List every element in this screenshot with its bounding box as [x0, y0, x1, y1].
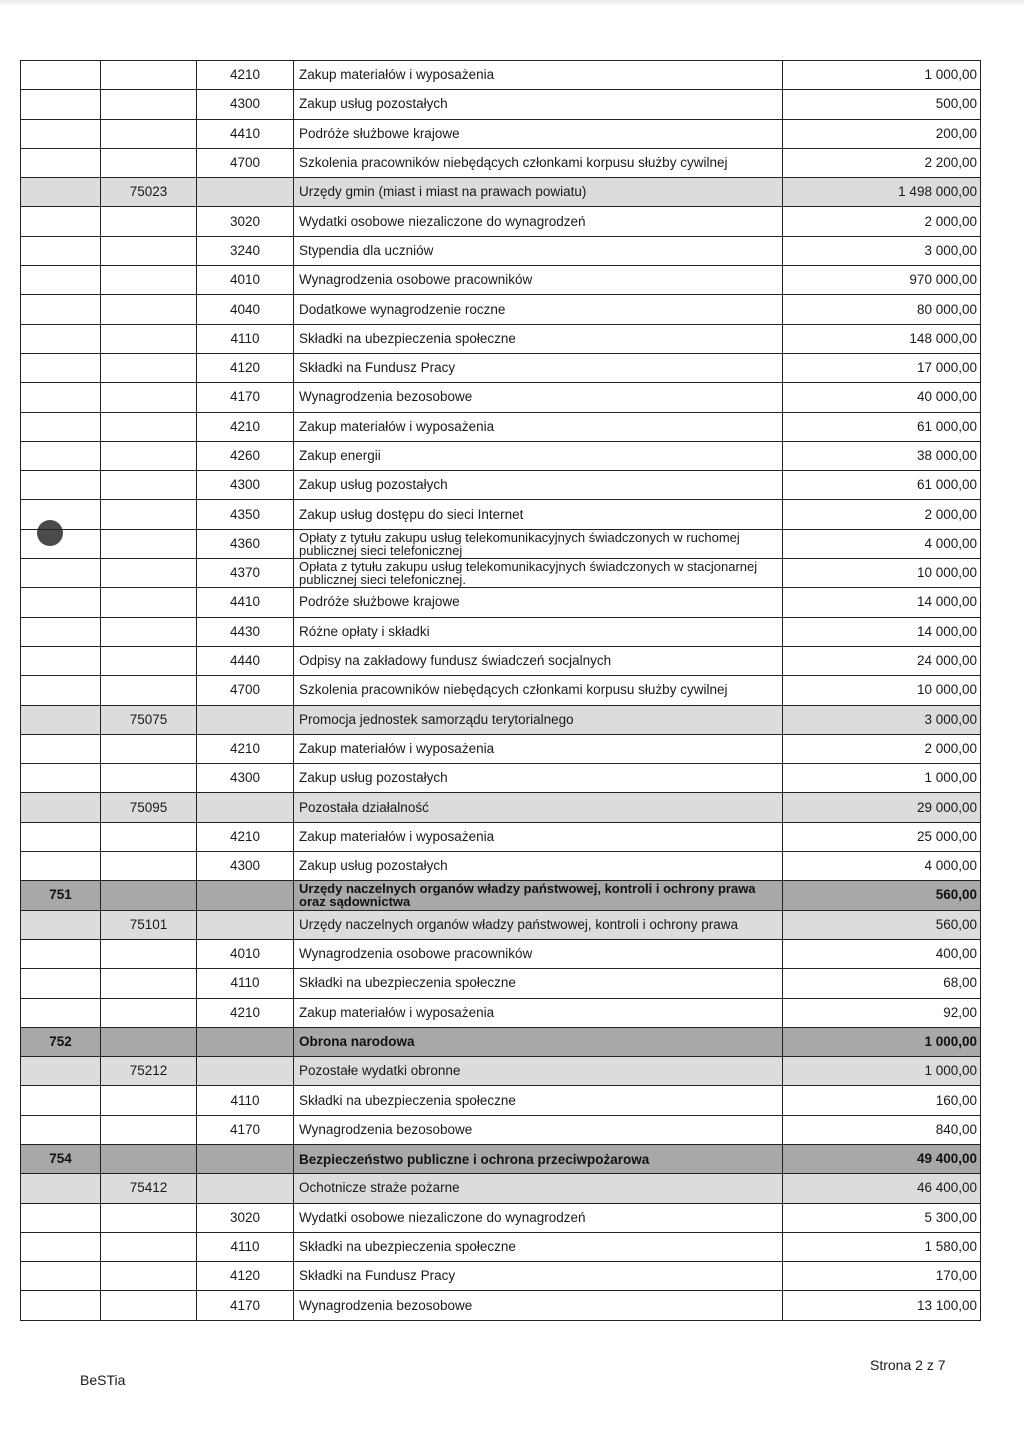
item-amount: 2 200,00	[783, 148, 981, 177]
paragraf-code: 4110	[197, 1232, 294, 1261]
dzial-code	[21, 646, 101, 675]
dzial-code	[21, 441, 101, 470]
rozdzial-code	[101, 969, 197, 998]
dzial-code	[21, 588, 101, 617]
item-amount: 160,00	[783, 1086, 981, 1115]
rozdzial-code	[101, 646, 197, 675]
paragraf-code: 4300	[197, 471, 294, 500]
dzial-code	[21, 793, 101, 822]
dzial-code	[21, 910, 101, 939]
table-row	[21, 939, 981, 968]
item-name: Opłaty z tytułu zakupu usług telekomunikacyjnych świadczonych w ruchomej publicznej sieci telefonicznej	[294, 529, 783, 558]
rozdzial-code	[101, 881, 197, 910]
item-amount: 2 000,00	[783, 500, 981, 529]
rozdzial-code	[101, 1027, 197, 1056]
paragraf-code: 4410	[197, 119, 294, 148]
item-amount: 29 000,00	[783, 793, 981, 822]
paragraf-code: 4170	[197, 1115, 294, 1144]
paragraf-code	[197, 1057, 294, 1086]
table-row	[21, 1203, 981, 1232]
item-name: Zakup usług pozostałych	[294, 90, 783, 119]
rozdzial-code	[101, 1232, 197, 1261]
item-amount: 400,00	[783, 939, 981, 968]
paragraf-code: 4120	[197, 1262, 294, 1291]
item-amount: 14 000,00	[783, 588, 981, 617]
item-name: Odpisy na zakładowy fundusz świadczeń socjalnych	[294, 646, 783, 675]
table-row	[21, 852, 981, 881]
item-amount: 560,00	[783, 881, 981, 910]
table-row	[21, 1115, 981, 1144]
item-amount: 148 000,00	[783, 324, 981, 353]
paragraf-code: 4700	[197, 148, 294, 177]
scan-edge	[0, 0, 1024, 6]
item-name: Bezpieczeństwo publiczne i ochrona przeciwpożarowa	[294, 1144, 783, 1173]
dzial-code	[21, 500, 101, 529]
rozdzial-code: 75212	[101, 1057, 197, 1086]
table-row	[21, 588, 981, 617]
dzial-code	[21, 324, 101, 353]
rozdzial-code	[101, 1144, 197, 1173]
rozdzial-code	[101, 529, 197, 558]
rozdzial-row	[21, 793, 981, 822]
item-name: Dodatkowe wynagrodzenie roczne	[294, 295, 783, 324]
item-amount: 49 400,00	[783, 1144, 981, 1173]
paragraf-code: 4440	[197, 646, 294, 675]
item-amount: 4 000,00	[783, 529, 981, 558]
rozdzial-code	[101, 90, 197, 119]
footer-brand: BeSTia	[80, 1372, 126, 1388]
dzial-code	[21, 61, 101, 90]
table-row	[21, 207, 981, 236]
item-name: Ochotnicze straże pożarne	[294, 1174, 783, 1203]
rozdzial-code	[101, 852, 197, 881]
item-name: Zakup usług pozostałych	[294, 764, 783, 793]
item-amount: 1 580,00	[783, 1232, 981, 1261]
item-name: Podróże służbowe krajowe	[294, 588, 783, 617]
rozdzial-row	[21, 705, 981, 734]
paragraf-code: 4300	[197, 852, 294, 881]
item-name: Składki na Fundusz Pracy	[294, 1262, 783, 1291]
rozdzial-code: 75075	[101, 705, 197, 734]
item-amount: 14 000,00	[783, 617, 981, 646]
rozdzial-row	[21, 1057, 981, 1086]
item-amount: 40 000,00	[783, 383, 981, 412]
paragraf-code: 4210	[197, 61, 294, 90]
rozdzial-code	[101, 998, 197, 1027]
dzial-row	[21, 1144, 981, 1173]
item-name: Zakup usług pozostałych	[294, 852, 783, 881]
item-amount: 61 000,00	[783, 471, 981, 500]
item-amount: 5 300,00	[783, 1203, 981, 1232]
paragraf-code: 4210	[197, 734, 294, 763]
dzial-code	[21, 295, 101, 324]
item-amount: 840,00	[783, 1115, 981, 1144]
item-amount: 2 000,00	[783, 734, 981, 763]
paragraf-code: 4110	[197, 324, 294, 353]
budget-table-body	[21, 61, 981, 1321]
item-amount: 1 498 000,00	[783, 178, 981, 207]
item-name: Podróże służbowe krajowe	[294, 119, 783, 148]
item-amount: 200,00	[783, 119, 981, 148]
item-name: Wynagrodzenia bezosobowe	[294, 383, 783, 412]
rozdzial-row	[21, 910, 981, 939]
item-name: Składki na ubezpieczenia społeczne	[294, 1086, 783, 1115]
dzial-code	[21, 852, 101, 881]
dzial-code	[21, 119, 101, 148]
item-name: Zakup energii	[294, 441, 783, 470]
dzial-code	[21, 705, 101, 734]
item-name: Zakup usług pozostałych	[294, 471, 783, 500]
rozdzial-code	[101, 148, 197, 177]
rozdzial-code	[101, 939, 197, 968]
dzial-code	[21, 383, 101, 412]
table-row	[21, 559, 981, 588]
paragraf-code: 4370	[197, 559, 294, 588]
budget-table	[20, 60, 981, 1321]
rozdzial-code	[101, 295, 197, 324]
item-amount: 10 000,00	[783, 676, 981, 705]
paragraf-code	[197, 705, 294, 734]
paragraf-code: 4210	[197, 998, 294, 1027]
item-name: Różne opłaty i składki	[294, 617, 783, 646]
table-row	[21, 236, 981, 265]
dzial-code	[21, 1174, 101, 1203]
dzial-code	[21, 90, 101, 119]
item-name: Urzędy naczelnych organów władzy państwowej, kontroli i ochrony prawa oraz sądownictwa	[294, 881, 783, 910]
item-amount: 25 000,00	[783, 822, 981, 851]
rozdzial-code	[101, 236, 197, 265]
rozdzial-code	[101, 324, 197, 353]
table-row	[21, 119, 981, 148]
table-row	[21, 1262, 981, 1291]
rozdzial-code	[101, 617, 197, 646]
item-name: Składki na ubezpieczenia społeczne	[294, 969, 783, 998]
rozdzial-code	[101, 412, 197, 441]
rozdzial-code	[101, 734, 197, 763]
table-row	[21, 969, 981, 998]
item-amount: 560,00	[783, 910, 981, 939]
paragraf-code: 4360	[197, 529, 294, 558]
item-amount: 4 000,00	[783, 852, 981, 881]
paragraf-code: 4430	[197, 617, 294, 646]
paragraf-code: 4410	[197, 588, 294, 617]
rozdzial-code: 75095	[101, 793, 197, 822]
item-amount: 3 000,00	[783, 705, 981, 734]
item-amount: 68,00	[783, 969, 981, 998]
table-row	[21, 676, 981, 705]
table-row	[21, 90, 981, 119]
item-name: Zakup materiałów i wyposażenia	[294, 61, 783, 90]
paragraf-code: 3020	[197, 207, 294, 236]
table-row	[21, 61, 981, 90]
item-amount: 1 000,00	[783, 1057, 981, 1086]
item-name: Pozostałe wydatki obronne	[294, 1057, 783, 1086]
item-amount: 970 000,00	[783, 266, 981, 295]
item-amount: 1 000,00	[783, 764, 981, 793]
rozdzial-code	[101, 588, 197, 617]
paragraf-code: 4300	[197, 90, 294, 119]
paragraf-code: 4120	[197, 353, 294, 382]
dzial-code	[21, 822, 101, 851]
dzial-code	[21, 148, 101, 177]
item-amount: 500,00	[783, 90, 981, 119]
rozdzial-code: 75023	[101, 178, 197, 207]
footer-page-number: Strona 2 z 7	[870, 1357, 946, 1373]
table-row	[21, 822, 981, 851]
rozdzial-code	[101, 500, 197, 529]
paragraf-code: 4210	[197, 412, 294, 441]
item-name: Wynagrodzenia bezosobowe	[294, 1291, 783, 1320]
rozdzial-code	[101, 1262, 197, 1291]
table-row	[21, 1232, 981, 1261]
dzial-code	[21, 1115, 101, 1144]
table-row	[21, 734, 981, 763]
item-name: Zakup materiałów i wyposażenia	[294, 998, 783, 1027]
paragraf-code	[197, 910, 294, 939]
item-amount: 17 000,00	[783, 353, 981, 382]
paragraf-code	[197, 881, 294, 910]
paragraf-code: 4010	[197, 266, 294, 295]
dzial-code: 752	[21, 1027, 101, 1056]
item-name: Wydatki osobowe niezaliczone do wynagrodzeń	[294, 1203, 783, 1232]
dzial-row	[21, 881, 981, 910]
dzial-code	[21, 1291, 101, 1320]
table-row	[21, 471, 981, 500]
paragraf-code: 4170	[197, 1291, 294, 1320]
table-row	[21, 646, 981, 675]
paragraf-code: 4110	[197, 969, 294, 998]
item-amount: 1 000,00	[783, 61, 981, 90]
item-name: Zakup materiałów i wyposażenia	[294, 412, 783, 441]
dzial-code	[21, 617, 101, 646]
dzial-code	[21, 1086, 101, 1115]
paragraf-code	[197, 793, 294, 822]
dzial-code	[21, 734, 101, 763]
rozdzial-code	[101, 441, 197, 470]
item-name: Obrona narodowa	[294, 1027, 783, 1056]
paragraf-code: 4350	[197, 500, 294, 529]
table-row	[21, 324, 981, 353]
table-row	[21, 412, 981, 441]
paragraf-code	[197, 178, 294, 207]
dzial-code	[21, 1262, 101, 1291]
dzial-code	[21, 969, 101, 998]
paragraf-code: 4210	[197, 822, 294, 851]
rozdzial-code	[101, 471, 197, 500]
dzial-code: 751	[21, 881, 101, 910]
item-name: Urzędy gmin (miast i miast na prawach powiatu)	[294, 178, 783, 207]
rozdzial-code	[101, 822, 197, 851]
paragraf-code: 4260	[197, 441, 294, 470]
item-name: Wynagrodzenia bezosobowe	[294, 1115, 783, 1144]
item-name: Zakup usług dostępu do sieci Internet	[294, 500, 783, 529]
item-name: Składki na Fundusz Pracy	[294, 353, 783, 382]
dzial-code	[21, 1057, 101, 1086]
dzial-code	[21, 207, 101, 236]
table-row	[21, 148, 981, 177]
dzial-code	[21, 412, 101, 441]
item-amount: 24 000,00	[783, 646, 981, 675]
rozdzial-code	[101, 119, 197, 148]
item-name: Składki na ubezpieczenia społeczne	[294, 1232, 783, 1261]
dzial-code	[21, 236, 101, 265]
item-name: Pozostała działalność	[294, 793, 783, 822]
table-row	[21, 295, 981, 324]
item-amount: 170,00	[783, 1262, 981, 1291]
dzial-code	[21, 1203, 101, 1232]
dzial-code: 754	[21, 1144, 101, 1173]
rozdzial-code	[101, 676, 197, 705]
rozdzial-code	[101, 1086, 197, 1115]
rozdzial-code	[101, 764, 197, 793]
item-amount: 2 000,00	[783, 207, 981, 236]
table-row	[21, 1086, 981, 1115]
dzial-code	[21, 529, 101, 558]
rozdzial-code	[101, 353, 197, 382]
paragraf-code: 4300	[197, 764, 294, 793]
dzial-code	[21, 1232, 101, 1261]
table-row	[21, 266, 981, 295]
rozdzial-code	[101, 61, 197, 90]
paragraf-code: 3020	[197, 1203, 294, 1232]
table-row	[21, 383, 981, 412]
rozdzial-code	[101, 266, 197, 295]
item-name: Opłata z tytułu zakupu usług telekomunikacyjnych świadczonych w stacjonarnej publicznej sieci telefonicznej.	[294, 559, 783, 588]
rozdzial-code	[101, 1291, 197, 1320]
dzial-code	[21, 559, 101, 588]
dzial-code	[21, 266, 101, 295]
rozdzial-code: 75412	[101, 1174, 197, 1203]
paragraf-code	[197, 1027, 294, 1056]
dzial-row	[21, 1027, 981, 1056]
item-amount: 80 000,00	[783, 295, 981, 324]
table-row	[21, 529, 981, 558]
paragraf-code: 4040	[197, 295, 294, 324]
dzial-code	[21, 676, 101, 705]
item-name: Wynagrodzenia osobowe pracowników	[294, 266, 783, 295]
table-row	[21, 500, 981, 529]
item-amount: 1 000,00	[783, 1027, 981, 1056]
item-name: Promocja jednostek samorządu terytorialnego	[294, 705, 783, 734]
rozdzial-code: 75101	[101, 910, 197, 939]
dzial-code	[21, 353, 101, 382]
rozdzial-row	[21, 1174, 981, 1203]
rozdzial-code	[101, 383, 197, 412]
table-row	[21, 1291, 981, 1320]
paragraf-code	[197, 1174, 294, 1203]
dzial-code	[21, 471, 101, 500]
dzial-code	[21, 939, 101, 968]
paragraf-code: 3240	[197, 236, 294, 265]
item-name: Szkolenia pracowników niebędących członkami korpusu służby cywilnej	[294, 148, 783, 177]
item-name: Wynagrodzenia osobowe pracowników	[294, 939, 783, 968]
item-name: Szkolenia pracowników niebędących członkami korpusu służby cywilnej	[294, 676, 783, 705]
table-row	[21, 353, 981, 382]
item-amount: 10 000,00	[783, 559, 981, 588]
paragraf-code: 4110	[197, 1086, 294, 1115]
item-amount: 61 000,00	[783, 412, 981, 441]
item-amount: 38 000,00	[783, 441, 981, 470]
item-name: Zakup materiałów i wyposażenia	[294, 822, 783, 851]
dzial-code	[21, 178, 101, 207]
rozdzial-code	[101, 559, 197, 588]
paragraf-code	[197, 1144, 294, 1173]
item-amount: 92,00	[783, 998, 981, 1027]
table-row	[21, 998, 981, 1027]
dzial-code	[21, 998, 101, 1027]
rozdzial-code	[101, 207, 197, 236]
rozdzial-code	[101, 1203, 197, 1232]
item-name: Składki na ubezpieczenia społeczne	[294, 324, 783, 353]
table-row	[21, 441, 981, 470]
item-name: Wydatki osobowe niezaliczone do wynagrodzeń	[294, 207, 783, 236]
item-name: Stypendia dla uczniów	[294, 236, 783, 265]
rozdzial-code	[101, 1115, 197, 1144]
paragraf-code: 4170	[197, 383, 294, 412]
item-amount: 46 400,00	[783, 1174, 981, 1203]
item-amount: 3 000,00	[783, 236, 981, 265]
paragraf-code: 4010	[197, 939, 294, 968]
table-row	[21, 764, 981, 793]
table-row	[21, 617, 981, 646]
rozdzial-row	[21, 178, 981, 207]
item-name: Zakup materiałów i wyposażenia	[294, 734, 783, 763]
item-name: Urzędy naczelnych organów władzy państwowej, kontroli i ochrony prawa	[294, 910, 783, 939]
item-amount: 13 100,00	[783, 1291, 981, 1320]
dzial-code	[21, 764, 101, 793]
paragraf-code: 4700	[197, 676, 294, 705]
